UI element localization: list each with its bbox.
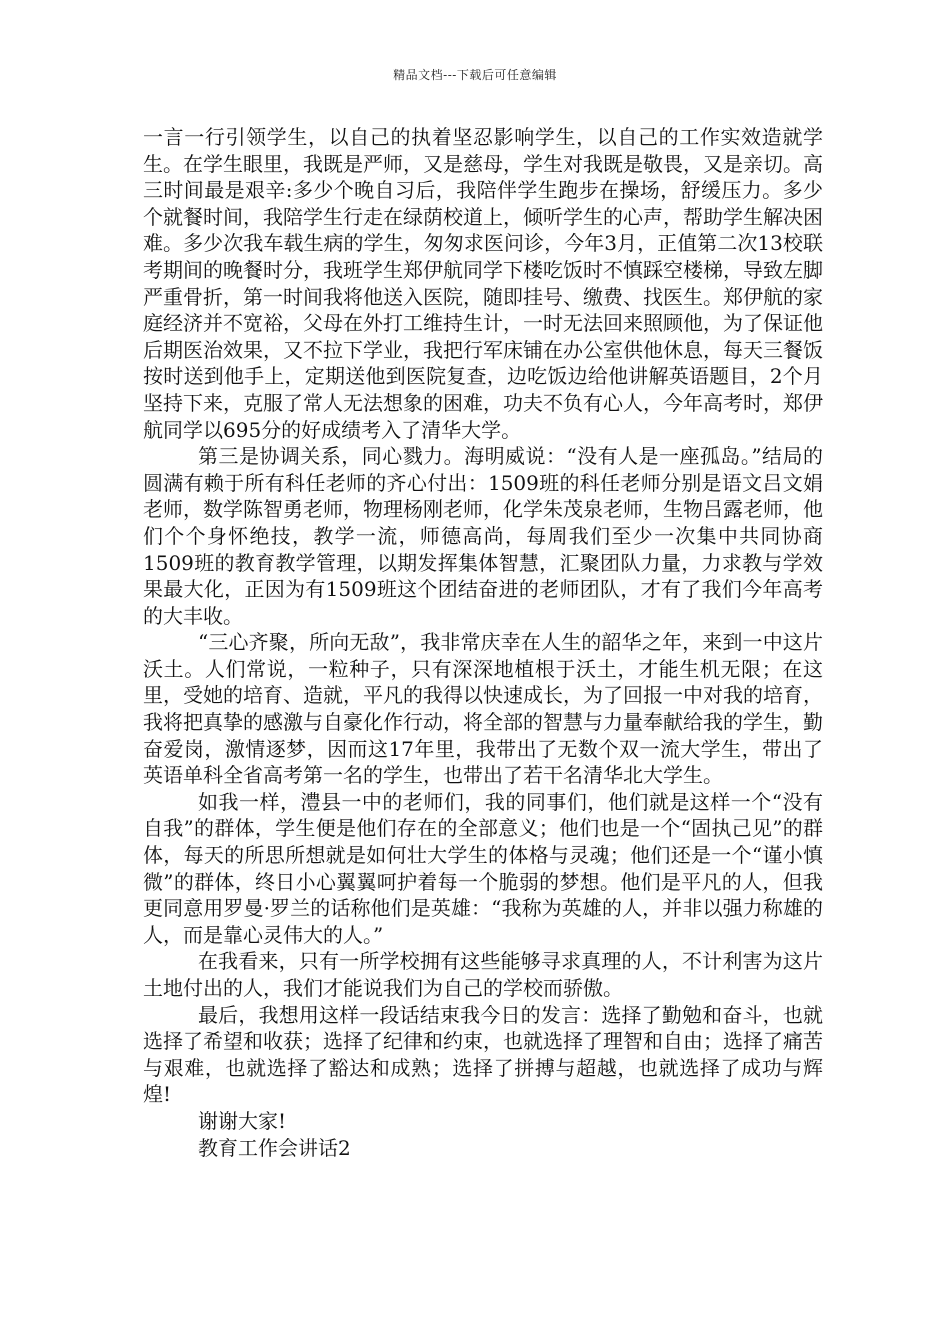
paragraph-1: 一言一行引领学生，以自己的执着坚忍影响学生，以自己的工作实效造就学生。在学生眼里，我既是严师，又是慈母，学生对我既是敬畏，又是亲切。高三时间最是艰辛:多少个晚自习后，我陪伴学生跑步在操场，舒缓压力。多少个就餐时间，我陪学生行走在绿荫校道上，倾听学生的心声，帮助学生解决困难。多少次我车载生病的学生，匆匆求医问诊，今年3月，正值第二次13校联考期间的晚餐时分，我班学生郑伊航同学下楼吃饭时不慎踩空楼梯，导致左脚严重骨折，第一时间我将他送入医院，随即挂号、缴费、找医生。郑伊航的家庭经济并不宽裕，父母在外打工维持生计，一时无法回来照顾他，为了保证他后期医治效果，又不拉下学业，我把行军床铺在办公室供他休息，每天三餐饭按时送到他手上，定期送他到医院复查，边吃饭边给他讲解英语题目，2个月坚持下来，克服了常人无法想象的困难，功夫不负有心人，今年高考时，郑伊航同学以695分的好成绩考入了清华大学。 bbox=[143, 125, 823, 442]
paragraph-6: 最后，我想用这样一段话结束我今日的发言：选择了勤勉和奋斗，也就选择了希望和收获；选择了纪律和约束，也就选择了理智和自由；选择了痛苦与艰难，也就选择了豁达和成熟；选择了拼搏与超越，也就选择了成功与辉煌! bbox=[143, 1002, 823, 1107]
next-section-title: 教育工作会讲话2 bbox=[198, 1135, 351, 1160]
paragraph-5: 在我看来，只有一所学校拥有这些能够寻求真理的人，不计利害为这片土地付出的人，我们才能说我们为自己的学校而骄傲。 bbox=[143, 949, 823, 1000]
paragraph-2: 第三是协调关系，同心戮力。海明威说：“没有人是一座孤岛。”结局的圆满有赖于所有科任老师的齐心付出：1509班的科任老师分别是语文吕文娟老师，数学陈智勇老师，物理杨刚老师，化学朱茂泉老师，生物吕露老师，他们个个身怀绝技，教学一流，师德高尚，每周我们至少一次集中共同协商1509班的教育教学管理，以期发挥集体智慧，汇聚团队力量，力求教与学效果最大化，正因为有1509班这个团结奋进的老师团队，才有了我们今年高考的大丰收。 bbox=[143, 444, 823, 628]
page-header: 精品文档---下载后可任意编辑 bbox=[393, 68, 557, 82]
paragraph-3: “三心齐聚，所向无敌”，我非常庆幸在人生的韶华之年，来到一中这片沃土。人们常说，一粒种子，只有深深地植根于沃土，才能生机无限；在这里，受她的培育、造就，平凡的我得以快速成长，为了回报一中对我的培育，我将把真挚的感激与自豪化作行动，将全部的智慧与力量奉献给我的学生，勤奋爱岗，激情逐梦，因而这17年里，我带出了无数个双一流大学生，带出了英语单科全省高考第一名的学生，也带出了若干名清华北大学生。 bbox=[143, 630, 823, 788]
paragraph-4: 如我一样，澧县一中的老师们，我的同事们，他们就是这样一个“没有自我”的群体，学生便是他们存在的全部意义；他们也是一个“固执己见”的群体，每天的所思所想就是如何壮大学生的体格与灵魂；他们还是一个“谨小慎微”的群体，终日小心翼翼呵护着每一个脆弱的梦想。他们是平凡的人，但我更同意用罗曼·罗兰的话称他们是英雄：“我称为英雄的人，并非以强力称雄的人，而是靠心灵伟大的人。” bbox=[143, 789, 823, 947]
closing-thanks: 谢谢大家! bbox=[198, 1108, 287, 1133]
document-body bbox=[143, 124, 823, 1161]
